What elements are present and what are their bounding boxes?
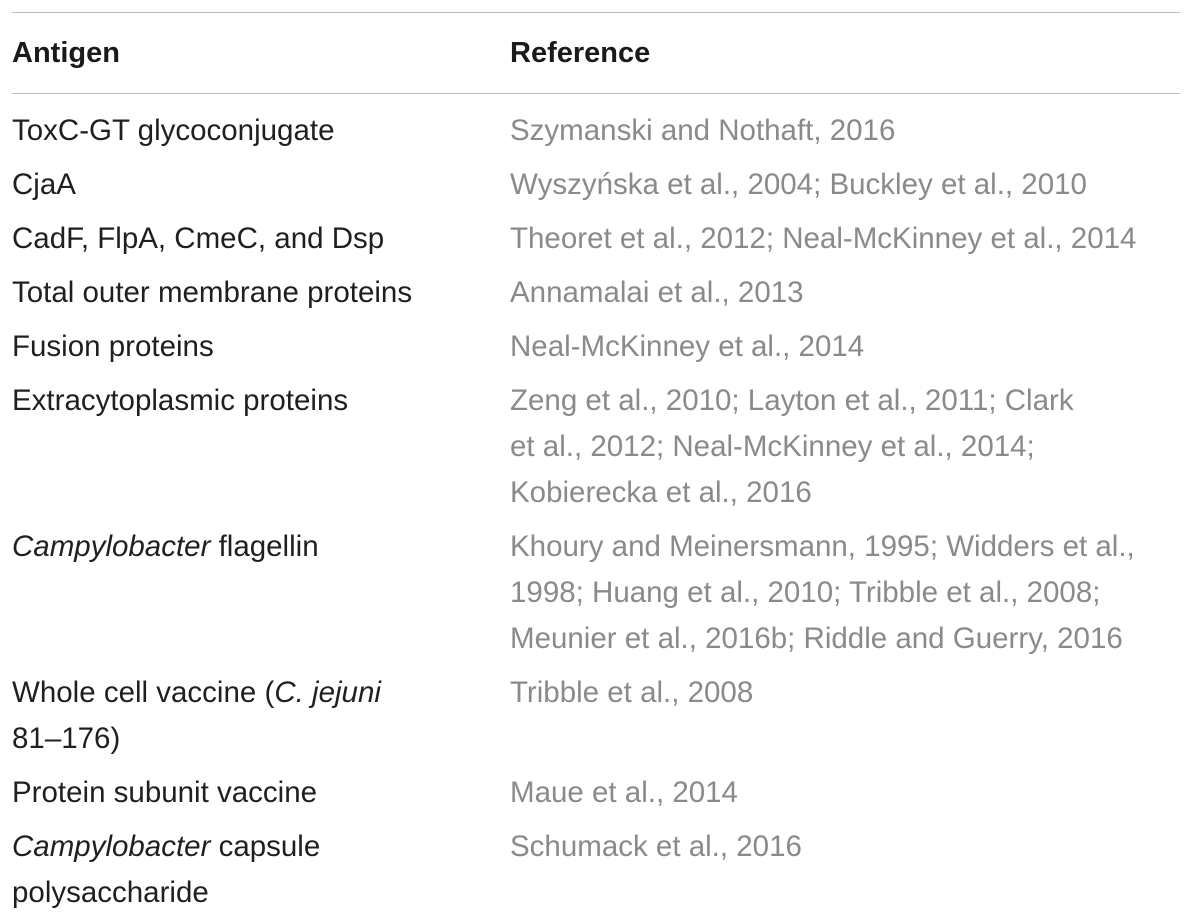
antigen-cell: Protein subunit vaccine (12, 776, 318, 809)
antigen-cell: CadF, FlpA, CmeC, and Dsp (12, 222, 385, 255)
table-row (12, 216, 1180, 270)
antigen-cell: Campylobacter capsule polysaccharide (12, 830, 321, 909)
table-row (12, 162, 1180, 216)
table-row (12, 324, 1180, 378)
reference-cell: Zeng et al., 2010; Layton et al., 2011; Clark et al., 2012; Neal-McKinney et al., 2014; Kobierecka et al., 2016 (510, 384, 1074, 509)
reference-cell: Tribble et al., 2008 (510, 676, 754, 709)
antigen-reference-table (12, 12, 1180, 916)
antigen-cell: CjaA (12, 168, 76, 201)
header-reference: Reference (510, 37, 651, 69)
table-body (12, 94, 1180, 916)
reference-cell: Schumack et al., 2016 (510, 830, 802, 863)
antigen-cell: Extracytoplasmic proteins (12, 384, 349, 417)
reference-cell: Theoret et al., 2012; Neal-McKinney et al., 2014 (510, 222, 1137, 255)
antigen-cell: Total outer membrane proteins (12, 276, 413, 309)
table-row (12, 108, 1180, 162)
reference-cell: Neal-McKinney et al., 2014 (510, 330, 865, 363)
reference-cell: Maue et al., 2014 (510, 776, 738, 809)
table-header (12, 13, 1180, 93)
table-row (12, 270, 1180, 324)
table-row (12, 524, 1180, 662)
table-row (12, 824, 1180, 916)
table-row (12, 670, 1180, 762)
reference-cell: Szymanski and Nothaft, 2016 (510, 114, 896, 147)
antigen-cell: Fusion proteins (12, 330, 214, 363)
antigen-cell: Campylobacter flagellin (12, 530, 319, 563)
antigen-cell: ToxC-GT glycoconjugate (12, 114, 335, 147)
header-antigen: Antigen (12, 37, 120, 69)
table-row (12, 770, 1180, 824)
table-row (12, 378, 1180, 516)
reference-cell: Annamalai et al., 2013 (510, 276, 804, 309)
reference-cell: Wyszyńska et al., 2004; Buckley et al., 2010 (510, 168, 1087, 201)
antigen-cell: Whole cell vaccine (C. jejuni 81–176) (12, 676, 381, 755)
reference-cell: Khoury and Meinersmann, 1995; Widders et al., 1998; Huang et al., 2010; Tribble et al., 2008; Meunier et al., 2016b; Riddle and Guerry, 2016 (510, 530, 1135, 655)
